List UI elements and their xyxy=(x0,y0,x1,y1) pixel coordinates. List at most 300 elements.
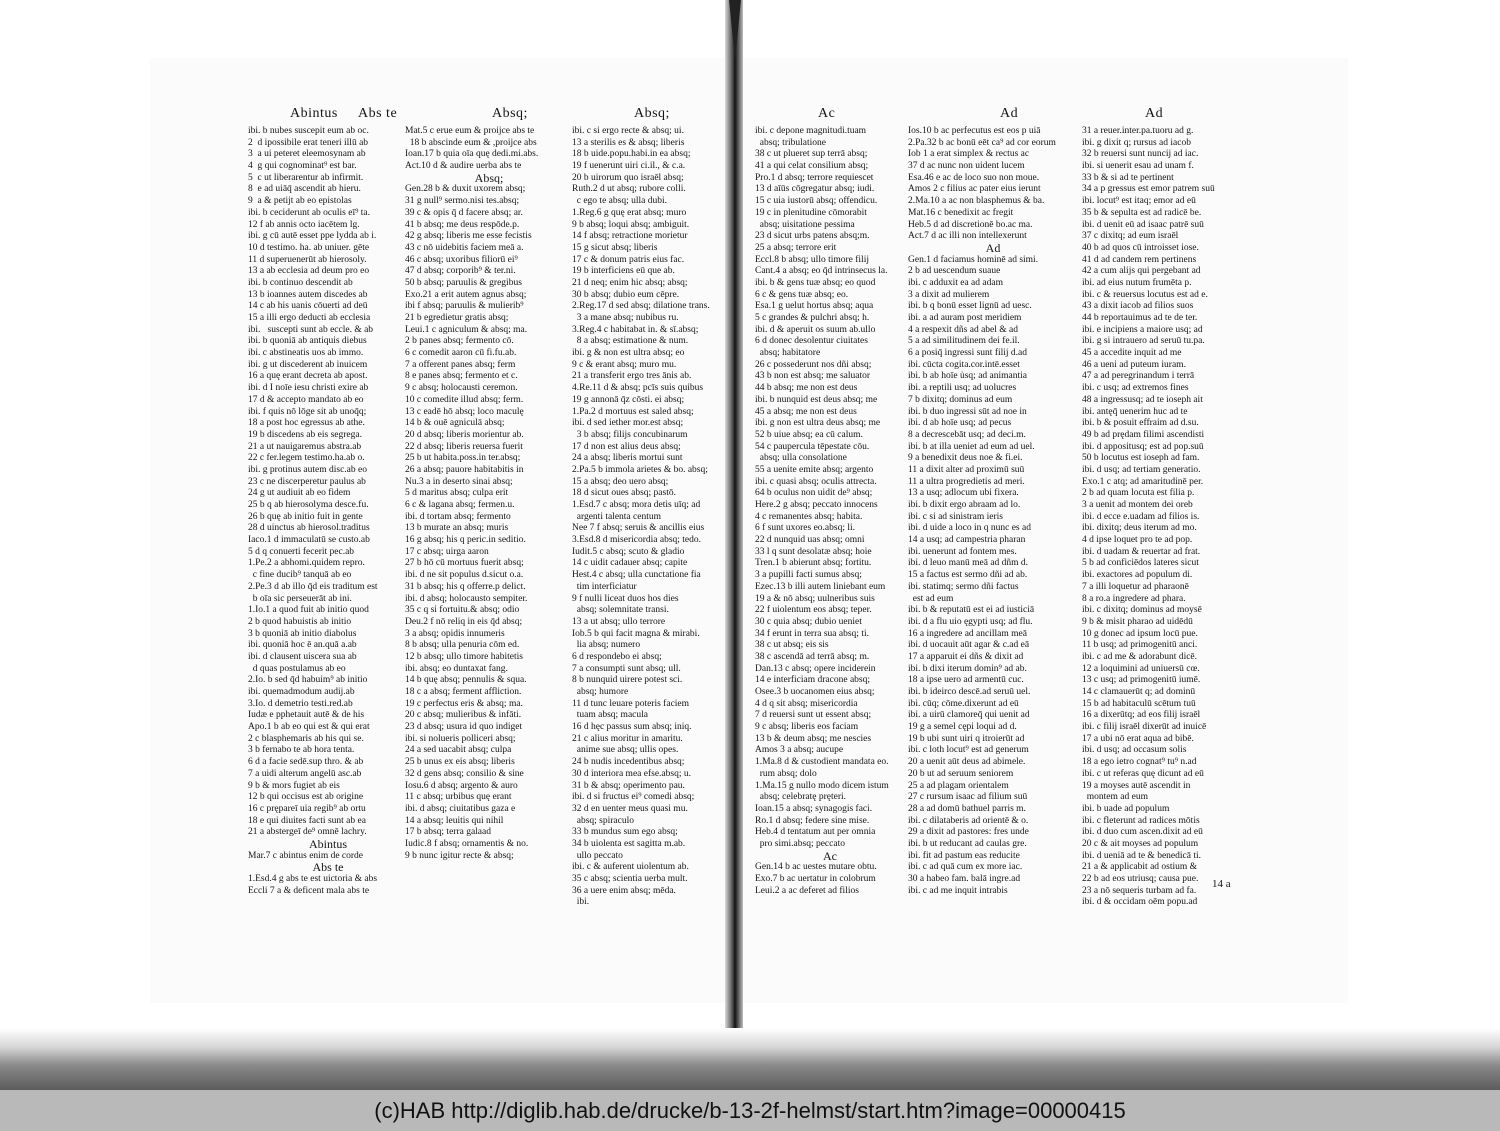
entry-line: ibi. d ueniā ad te & benedicā ti. xyxy=(1082,850,1201,861)
entry-line: ibi. c filij israēl dixerūt ad inuicē xyxy=(1082,722,1207,733)
entry-line: 19 b ubi sunt uiri q itroierūt ad xyxy=(908,733,1025,744)
entry-line: Ezec.13 b illi autem liniebant eum xyxy=(755,581,886,592)
entry-line: 2.Pe.3 d ab illo q̄d eis traditum est xyxy=(248,581,378,592)
entry-line: ibi. d absq; holocausto sempiter. xyxy=(405,593,528,604)
entry-line: 37 c dixitq; ad eum israēl xyxy=(1082,231,1179,242)
entry-line: ibi. c si ad sinistram ieris xyxy=(908,511,1003,522)
right-col1-heading: Ac xyxy=(818,106,836,121)
entry-line: ibi. b nunquid est deus absq; me xyxy=(755,394,878,405)
entry-line: ibi. d usq; ad tertiam generatio. xyxy=(1082,464,1201,475)
entry-line: Tren.1 b abierunt absq; fortitu. xyxy=(755,558,872,569)
entry-line: 28 a ad domū bathuel parris m. xyxy=(908,803,1026,814)
entry-line: 20 b uirorum quo israēl absq; xyxy=(572,172,684,183)
entry-line: 43 b non est absq; me saluator xyxy=(755,371,871,382)
entry-line: ibi. g cū autē esset ppe lydda ab i. xyxy=(248,231,377,242)
entry-line: 35 c absq; scientia uerba mult. xyxy=(572,874,688,884)
entry-line: 26 a absq; pauore habitabitis in xyxy=(405,464,524,475)
entry-line: 29 a dixit ad pastores: fres unde xyxy=(908,827,1029,838)
entry-line: 3 a mane absq; nubibus ru. xyxy=(572,313,679,323)
entry-line: 46 c absq; uxoribus filiorū ei⁹ xyxy=(405,254,518,265)
entry-line: Iob.5 b qui facit magna & mirabi. xyxy=(572,628,700,639)
entry-line: Gen.28 b & duxit uxorem absq; xyxy=(405,184,526,195)
left-col3-text xyxy=(572,126,724,909)
entry-line: ibi. g & non est ultra absq; eo xyxy=(572,348,685,359)
entry-line: Gen.14 b ac uestes mutare obtu. xyxy=(755,862,877,873)
entry-line: ibi. dixitq; deus iterum ad mo. xyxy=(1082,523,1197,534)
entry-line: ibi. antęq̄ uenerim huc ad te xyxy=(1082,406,1188,417)
entry-line: 22 c fer.legem testimo.ha.ab o. xyxy=(248,453,365,464)
entry-line: 42 a cum alijs qui pergebant ad xyxy=(1082,266,1201,277)
entry-line: ibi. fit ad pastum eas reducite xyxy=(908,850,1020,861)
entry-line: 31 b & absq; operimento pau. xyxy=(572,780,685,791)
entry-line: Here.2 g absq; peccato innocens xyxy=(755,500,878,510)
entry-line: Eccl.8 b absq; ullo timore filij xyxy=(755,254,869,265)
entry-line: 47 a ad peregrinandum i terrā xyxy=(1082,371,1195,382)
entry-line: 37 d ac nunc non uident lucem xyxy=(908,161,1025,172)
entry-line: 21 c alius moritur in amaritu. xyxy=(572,733,683,744)
entry-line: 9 b nunc igitur recte & absq; xyxy=(405,850,514,861)
left-col1-text xyxy=(248,126,408,897)
entry-line: ibi. b dixi iterum domin⁹ ad ab. xyxy=(908,663,1027,674)
entry-line: 50 b locutus est ioseph ad fam. xyxy=(1082,453,1200,464)
entry-line: 13 b & deum absq; me nescies xyxy=(755,733,872,744)
entry-line: Esa.46 e ac de loco suo non moue. xyxy=(908,172,1040,183)
entry-line: 16 c prępareī uia regib⁹ ab ortu xyxy=(248,803,366,814)
left-col1-heading-right: Abs te xyxy=(358,106,398,121)
entry-line: 15 a illi ergo deducti ab ecclesia xyxy=(248,313,371,323)
entry-line: 18 a ego ietro cognat⁹ tu⁹ n.ad xyxy=(1082,757,1197,768)
entry-line: ibi. b uade ad populum xyxy=(1082,803,1170,814)
entry-line: 9 c absq; holocausti ceremon. xyxy=(405,383,518,394)
entry-line: 64 b oculus non uidit de⁹ absq; xyxy=(755,488,873,499)
entry-line: 5 a ad similitudinem dei fe.il. xyxy=(908,336,1020,347)
entry-line: 17 b absq; terra galaad xyxy=(405,827,491,838)
entry-line: Ruth.2 d ut absq; rubore colli. xyxy=(572,184,686,195)
entry-line: 13 c eadē hō absq; loco maculę xyxy=(405,406,524,417)
entry-line: ibi. d uenit eū ad isaac patrē suū xyxy=(1082,219,1204,230)
entry-line: 46 a ueni ad puteum iuram. xyxy=(1082,359,1186,370)
entry-line: Ios.10 b ac perfecutus est eos p uiā xyxy=(908,126,1041,136)
entry-line: pro simi.absq; peccato xyxy=(755,838,845,849)
entry-line: ibi. b ceciderunt ab oculis eī⁹ ta. xyxy=(248,207,371,218)
entry-line: 23 d sicut urbs patens absq;m. xyxy=(755,231,870,242)
entry-line: Mar.7 c abintus enim de corde xyxy=(248,850,364,861)
entry-line: 14 a usq; ad campestria pharan xyxy=(908,535,1026,546)
entry-line: 19 g a semel cępi loqui ad d. xyxy=(908,722,1017,733)
entry-line: 26 c possederunt nos dñi absq; xyxy=(755,359,872,370)
entry-line: b oīa sic perseuerāt ab ini. xyxy=(248,593,352,604)
entry-line: 14 b & ouē agniculā absq; xyxy=(405,418,505,429)
entry-line: 8 b absq; ulla penuria cōm ed. xyxy=(405,640,520,651)
entry-line: ibi. b & gens tuæ absq; eo quod xyxy=(755,277,876,288)
entry-line: 6 d respondebo ei absq; xyxy=(572,651,662,662)
entry-line: ibi. b nubes suscepit eum ab oc. xyxy=(248,126,369,136)
entry-line: 2.Reg.17 d sed absq; dilatione trans. xyxy=(572,301,710,312)
entry-line: 28 d uinctus ab hierosol.traditus xyxy=(248,523,370,534)
entry-line: 52 b uiue absq; ea cū calum. xyxy=(755,429,863,440)
entry-line: 45 a accedite inquit ad me xyxy=(1082,348,1182,359)
entry-line: ibi. b ut reducant ad caulas gre. xyxy=(908,838,1027,849)
entry-line: absq; spiraculo xyxy=(572,815,635,826)
entry-line: 8 e panes absq; fermento et c. xyxy=(405,371,518,382)
entry-line: 19 f uenerunt uiri ci.il., & c.a. xyxy=(572,161,686,172)
entry-line: 5 d q conuerti fecerit pec.ab xyxy=(248,546,355,557)
entry-line: 3.Esd.8 d misericordia absq; tedo. xyxy=(572,535,702,546)
section-heading: Ac xyxy=(823,850,837,863)
entry-line: 2 b panes absq; fermento cō. xyxy=(405,336,514,347)
entry-line: 21 a ut nauigaremus abstra.ab xyxy=(248,441,362,452)
entry-line: Ioan.15 a absq; synagogis faci. xyxy=(755,803,873,814)
entry-line: ibi. d & aperuit os suum ab.ullo xyxy=(755,324,876,335)
entry-line: 13 a usq; adlocum ubi fixera. xyxy=(908,488,1019,499)
entry-line: 30 b absq; dubio eum cēpre. xyxy=(572,289,680,300)
entry-line: 12 f ab annis octo iacētem lg. xyxy=(248,219,360,230)
entry-line: 6 c & gens tuæ absq; eo. xyxy=(755,289,849,300)
entry-line: 2 d ipossibile erat teneri illū ab xyxy=(248,137,369,148)
entry-line: 32 d en uenter meus quasi mu. xyxy=(572,803,688,814)
entry-line: 19 b interficiens eū que ab. xyxy=(572,266,675,277)
left-col1-heading-left: Abintus xyxy=(290,106,338,121)
right-col1-text xyxy=(755,126,905,897)
entry-line: ibi. c ad me inquit intrabis xyxy=(908,885,1008,896)
entry-line: rum absq; dolo xyxy=(755,768,817,779)
entry-line: 18 b abscinde eum & ,proijce abs xyxy=(405,137,537,148)
entry-line: 22 b ad eos utriusq; causa pue. xyxy=(1082,874,1199,884)
entry-line: 9 c & erant absq; muro mu. xyxy=(572,359,677,370)
entry-line: 3 a pupilli facti sumus absq; xyxy=(755,570,862,581)
entry-line: Apo.1 b ab eo qui est & qui erat xyxy=(248,722,370,733)
entry-line: 7 a offerent panes absq; ferm xyxy=(405,359,516,370)
entry-line: 6 c comedit aaron cū fi.fu.ab. xyxy=(405,348,517,359)
entry-line: absq; solemnitate transi. xyxy=(572,605,669,616)
entry-line: 2.Io. b sed q̄d habuim⁹ ab initio xyxy=(248,675,368,686)
entry-line: 25 a absq; terrore erit xyxy=(755,242,837,253)
entry-line: Nee 7 f absq; seruis & ancillis eius xyxy=(572,523,705,534)
entry-line: 41 b absq; me deus respōde.p. xyxy=(405,219,520,230)
entry-line: lia absq; numero xyxy=(572,640,641,651)
entry-line: 3 b fernabo te ab hora tenta. xyxy=(248,745,355,756)
entry-line: 21 a abstergeī de⁹ omnē lachry. xyxy=(248,827,367,838)
entry-line: 19 a moyses autē ascendit in xyxy=(1082,780,1191,791)
entry-line: 21 a & applicabit ad ostium & xyxy=(1082,862,1198,873)
right-col2-heading: Ad xyxy=(1000,106,1019,121)
entry-line: 19 c in plenitudine cōmorabit xyxy=(755,207,867,218)
entry-line: ibi. g si intrauero ad seruū tu.pa. xyxy=(1082,336,1205,347)
entry-line: Act.7 d ac illi non intellexerunt xyxy=(908,231,1027,242)
entry-line: Osee.3 b uocanomen eius absq; xyxy=(755,687,875,697)
entry-line: 2.Ma.10 a ac non blasphemus & ba. xyxy=(908,196,1045,207)
entry-line: 12 b absq; ullo timore habitetis xyxy=(405,651,523,662)
book-gutter xyxy=(725,0,743,1050)
entry-line: 13 b murate an absq; muris xyxy=(405,523,509,534)
scan-bottom-shadow xyxy=(0,1028,1500,1090)
entry-line: 24 a absq; liberis mortui sunt xyxy=(572,453,683,464)
entry-line: 9 c absq; liberis eos faciam xyxy=(755,722,859,733)
entry-line: 7 a uidi alterum angelū asc.ab xyxy=(248,768,362,779)
entry-line: 55 a uenite emite absq; argento xyxy=(755,464,874,475)
entry-line: 18 b uide.popu.habi.in ea absq; xyxy=(572,149,691,160)
entry-line: ibi. g protinus autem disc.ab eo xyxy=(248,464,367,475)
entry-line: 6 d donec desolentur ciuitates xyxy=(755,336,868,347)
entry-line: 21 b egredietur gratis absq; xyxy=(405,313,509,323)
entry-line: 20 b ut ad seruum seniorem xyxy=(908,768,1014,779)
entry-line: 15 a absq; deo uero absq; xyxy=(572,476,669,487)
entry-line: 14 c ab his uanis cōuerti ad deū xyxy=(248,301,368,312)
entry-line: 10 d testimo. ha. ab uniuer. gēte xyxy=(248,242,370,253)
entry-line: ibi. d uocauit aūt agar & c.ad eā xyxy=(908,640,1030,651)
left-col2-text xyxy=(405,126,573,862)
entry-line: ibi. d ne sit populus d.sicut o.a. xyxy=(405,570,524,581)
entry-line: 1.Ma.8 d & custodient mandata eo. xyxy=(755,757,889,768)
entry-line: 18 e qui diuites facti sunt ab ea xyxy=(248,815,366,826)
entry-line: ibi. b duo ingressi sūt ad noe in xyxy=(908,406,1027,417)
entry-line: montem ad eum xyxy=(1082,792,1148,803)
entry-line: 21 a transferit ergo tres ānis ab. xyxy=(572,371,692,382)
entry-line: 33 l q sunt desolatæ absq; hoie xyxy=(755,546,872,557)
entry-line: 14 c uidit cadauer absq; capite xyxy=(572,558,688,569)
credit-bar xyxy=(0,1090,1500,1131)
entry-line: 9 f nulli liceat duos hos dies xyxy=(572,593,679,604)
entry-line: ibi. c ut referas quę dicunt ad eū xyxy=(1082,768,1204,779)
entry-line: ibi. c & auferent uiolentum ab. xyxy=(572,862,689,873)
entry-line: ibi. b ideirco descē.ad seruū uel. xyxy=(908,687,1031,697)
entry-line: ibi. b quoniā ab antiquis diebus xyxy=(248,336,367,347)
entry-line: 34 b uiolenta est sagitta m.ab. xyxy=(572,838,686,849)
entry-line: ibi. suscepti sunt ab eccle. & ab xyxy=(248,324,374,335)
entry-line: 25 b q ab hierosolyma desce.fu. xyxy=(248,500,369,510)
entry-line: 17 c & donum patris eius fac. xyxy=(572,254,685,265)
entry-line: ibi. d leuo manū meā ad dñm d. xyxy=(908,558,1029,569)
entry-line: 3 a dixit ad mulierem xyxy=(908,289,990,300)
entry-line: 10 g donec ad ipsum locū pue. xyxy=(1082,628,1198,639)
entry-line: 19 a & nō absq; uulneribus suis xyxy=(755,593,875,604)
entry-line: ibi. absq; eo duntaxat fang. xyxy=(405,663,508,674)
entry-line: 7 b dixitq; dominus ad eum xyxy=(908,394,1013,405)
gutter-shadow xyxy=(729,0,741,60)
entry-line: 1.Pa.2 d mortuus est saled absq; xyxy=(572,406,694,417)
entry-line: 18 a post hoc egressus ab athe. xyxy=(248,418,365,429)
entry-line: ibi. quoniā hoc ē an.quā a.ab xyxy=(248,640,357,651)
entry-line: 50 b absq; paruulis & gregibus xyxy=(405,277,522,288)
section-heading: Absq; xyxy=(474,172,504,185)
section-heading: Abs te xyxy=(312,862,344,874)
entry-line: 19 g annonā q̄z cōsti. ei absq; xyxy=(572,394,685,405)
entry-line: 7 d reuersi sunt ut essent absq; xyxy=(755,710,872,721)
entry-line: 2.Pa.32 b ac bonū eēt ca⁹ ad cor eorum xyxy=(908,137,1056,148)
entry-line: 34 f erunt in terra sua absq; ti. xyxy=(755,628,869,639)
credit-text: (c)HAB http://diglib.hab.de/drucke/b-13-2f-helmst/start.htm?image=00000415 xyxy=(374,1097,1126,1123)
entry-line: 11 c absq; urbibus quę erant xyxy=(405,792,512,803)
entry-line: 1.Pe.2 a abhomi.quidem repro. xyxy=(248,558,365,569)
entry-line: Exo.7 b ac uertatur in colobrum xyxy=(755,874,876,884)
entry-line: ibi. exactores ad populum di. xyxy=(1082,570,1193,581)
entry-line: 35 c q si fortuitu.& absq; odio xyxy=(405,605,520,616)
entry-line: 42 g absq; liberis me esse fecistis xyxy=(405,231,532,242)
entry-line: 38 c ut plueret sup terrā absq; xyxy=(755,149,868,160)
entry-line: 13 c usq; ad primogenitū iumē. xyxy=(1082,675,1201,686)
entry-line: 9 a benedixit deus noe & fi.ei. xyxy=(908,453,1023,464)
entry-line: 16 g absq; his q peric.in seditio. xyxy=(405,535,526,546)
entry-line: ibi. a reptili usq; ad uolucres xyxy=(908,383,1017,394)
entry-line: 38 c ut absq; eis sis xyxy=(755,640,829,651)
entry-line: 1.Esd.7 c absq; mora detis uīq; ad xyxy=(572,500,701,510)
entry-line: 45 a absq; me non est deus xyxy=(755,406,857,417)
entry-line: 4 c remanentes absq; habita. xyxy=(755,511,863,522)
section-heading: Abintus xyxy=(308,838,347,851)
entry-line: 2 c blasphemaris ab his qui se. xyxy=(248,733,364,744)
entry-line: Ioan.17 b quia oīa quę dedi.mi.abs. xyxy=(405,149,539,160)
entry-line: ibi. c & reuersus locutus est ad e. xyxy=(1082,289,1208,300)
entry-line: 1.Io.1 a quod fuit ab initio quod xyxy=(248,605,369,616)
entry-line: 41 d ad candem rem pertinens xyxy=(1082,254,1197,265)
entry-line: ibi. quemadmodum audij.ab xyxy=(248,687,355,697)
entry-line: ibi. b q bonū esset lignū ad uesc. xyxy=(908,301,1032,312)
entry-line: 12 b qui occisus est ab origine xyxy=(248,792,364,803)
entry-line: argenti talenta centum xyxy=(572,511,661,522)
entry-line: ibi. c quasi absq; oculis attrecta. xyxy=(755,476,877,487)
entry-line: ullo peccato xyxy=(572,850,623,861)
entry-line: ibi. d duo cum ascen.dixit ad eū xyxy=(1082,827,1203,838)
entry-line: ibi. c si ergo recte & absq; ui. xyxy=(572,126,684,136)
entry-line: 35 b & sepulta est ad radicē be. xyxy=(1082,207,1202,218)
entry-line: 5 c grandes & pulchri absq; h. xyxy=(755,313,870,323)
entry-line: 14 e interficiam dracone absq; xyxy=(755,675,871,686)
entry-line: ibi. c usq; ad extremos fines xyxy=(1082,383,1189,394)
entry-line: 11 b usq; ad primogenitū anci. xyxy=(1082,640,1198,651)
entry-line: ibi. si nolueris polliceri absq; xyxy=(405,733,516,744)
entry-line: ibi. b at illa ueniet ad eum ad uel. xyxy=(908,441,1035,452)
entry-line: 24 b nudis incedentibus absq; xyxy=(572,757,685,768)
entry-line: 9 a & petijt ab eo epistolas xyxy=(248,196,352,207)
entry-line: 14 c clamauerūt q; ad dominū xyxy=(1082,687,1196,697)
entry-line: ibi. uenerunt ad fontem mes. xyxy=(908,546,1017,557)
entry-line: ibi. xyxy=(572,897,590,908)
entry-line: 6 a posiq̄ ingressi sunt filij d.ad xyxy=(908,348,1028,359)
entry-line: 22 d absq; liberis reuersa fuerit xyxy=(405,441,523,452)
entry-line: ibi. c ad quā cum ex more iac. xyxy=(908,862,1023,873)
entry-line: Iudit.5 c absq; scuto & gladio xyxy=(572,546,685,557)
entry-line: 11 a dixit alter ad proximū suū xyxy=(908,464,1025,475)
entry-line: 6 c & lagana absq; fermen.u. xyxy=(405,500,515,510)
entry-line: ibi. d usq; ad occasum solis xyxy=(1082,745,1187,756)
entry-line: 9 b absq; loqui absq; ambiguit. xyxy=(572,219,690,230)
entry-line: ibi. cūcta cogita.cor.intē.esset xyxy=(908,359,1020,370)
section-heading: Ad xyxy=(985,242,1001,255)
entry-line: 43 a dixit iacob ad filios suos xyxy=(1082,301,1194,312)
entry-line: 15 g sicut absq; liberis xyxy=(572,242,658,253)
entry-line: ibi. c loth locut⁹ est ad generum xyxy=(908,745,1029,756)
entry-line: absq; celebratę pręteri. xyxy=(755,792,846,803)
entry-line: absq; humore xyxy=(572,687,629,697)
entry-line: 2 b ad uescendum suaue xyxy=(908,266,1001,277)
entry-line: Exo.21 a erit autem agnus absq; xyxy=(405,289,527,300)
entry-line: ibi f absq; paruulis & mulierib⁹ xyxy=(405,301,524,312)
entry-line: ibi. a ad auram post meridiem xyxy=(908,313,1022,323)
entry-line: ibi. d si fructus ei⁹ comedi absq; xyxy=(572,792,695,803)
entry-line: 4.Re.11 d & absq; pcīs suis quibus xyxy=(572,383,704,394)
entry-line: 4 d q sit absq; misericordia xyxy=(755,698,858,709)
entry-line: ibi. statimq; sermo dñi factus xyxy=(908,581,1019,592)
entry-line: 33 b mundus sum ego absq; xyxy=(572,827,678,838)
entry-line: ibi. g non est ultra deus absq; me xyxy=(755,418,881,429)
entry-line: 48 a ingressusq; ad te ioseph ait xyxy=(1082,394,1203,405)
entry-line: Gen.1 d faciamus hominē ad simi. xyxy=(908,254,1039,265)
entry-line: Esa.1 g uelut hortus absq; aqua xyxy=(755,301,874,312)
entry-line: 24 g ut audiuit ab eo fidem xyxy=(248,488,351,499)
entry-line: 7 a illi loquetur ad pharaonē xyxy=(1082,581,1189,592)
entry-line: ibi. d uide a loco in q nunc es ad xyxy=(908,523,1031,534)
left-col3-heading: Absq; xyxy=(634,106,670,121)
entry-line: ibi. a uirū clamoreq̄ qui uenit ad xyxy=(908,710,1030,721)
entry-line: Amos 2 c filius ac pater eius ierunt xyxy=(908,184,1041,195)
entry-line: 18 d sicut oues absq; pastō. xyxy=(572,488,676,499)
entry-line: ibi. c abstineatis uos ab immo. xyxy=(248,348,364,359)
entry-line: 8 a decrescebāt usq; ad deci.m. xyxy=(908,429,1026,440)
entry-line: Iudæ e pphetauit autē & de his xyxy=(248,710,365,721)
entry-line: 8 e ad uiāq̄ ascendit ab hieru. xyxy=(248,184,361,195)
entry-line: absq; uisitatione pessima xyxy=(755,219,855,230)
entry-line: 6 f sunt uxores eo.absq; li. xyxy=(755,523,856,534)
entry-line: ibi. b dixit ergo abraam ad lo. xyxy=(908,500,1021,510)
entry-line: 20 c & ait moyses ad populum xyxy=(1082,838,1199,849)
entry-line: Amos 3 a absq; aucupe xyxy=(755,745,844,756)
entry-line: Mat.16 c benedixit ac fregit xyxy=(908,207,1014,218)
entry-line: est ad eum xyxy=(908,593,954,604)
entry-line: 17 d non est alius deus absq; xyxy=(572,441,681,452)
entry-line: ibi. d & occidam oēm popu.ad xyxy=(1082,897,1198,908)
entry-line: ibi. c depone magnitudi.tuam xyxy=(755,126,867,136)
entry-line: 23 a nō sequeris turbam ad fa. xyxy=(1082,885,1197,896)
entry-line: Ro.1 d absq; federe sine mise. xyxy=(755,815,870,826)
entry-line: 27 c rursum isaac ad filium suū xyxy=(908,792,1028,803)
entry-line: absq; habitatore xyxy=(755,348,821,359)
entry-line: ibi. si uenerit esau ad unam f. xyxy=(1082,161,1194,172)
entry-line: 44 b absq; me non est deus xyxy=(755,383,858,394)
entry-line: 7 a consumpti sunt absq; ull. xyxy=(572,663,681,674)
entry-line: ibi. g dixit q; rursus ad iacob xyxy=(1082,137,1191,148)
entry-line: ibi. d sed iether mor.est absq; xyxy=(572,418,684,429)
entry-line: 13 d aīūs cōgregatur absq; iudi. xyxy=(755,184,875,195)
entry-line: 19 b discedens ab eis segrega. xyxy=(248,429,362,440)
entry-line: 16 a ingredere ad ancillam meā xyxy=(908,628,1027,639)
entry-line: 2.Pa.5 b immola arietes & bo. absq; xyxy=(572,464,708,475)
entry-line: 32 b reuersi sunt nuncij ad iac. xyxy=(1082,149,1199,160)
entry-line: Nu.3 a in deserto sinai absq; xyxy=(405,476,513,487)
entry-line: Iob 1 a erat simplex & rectus ac xyxy=(908,149,1030,160)
entry-line: 30 a habeo fam. balā ingre.ad xyxy=(908,874,1021,884)
entry-line: 8 a absq; estimatione & num. xyxy=(572,336,689,347)
entry-line: Dan.13 c absq; opere inciderein xyxy=(755,663,876,674)
entry-line: 18 a ipse uero ad armentū cuc. xyxy=(908,675,1024,686)
entry-line: 4 g qui cognominat⁹ est bar. xyxy=(248,161,357,172)
entry-line: ibi. d tortam absq; fermento xyxy=(405,511,511,522)
entry-line: 10 c comedite illud absq; ferm. xyxy=(405,394,524,405)
entry-line: tim interficiatur xyxy=(572,581,637,592)
entry-line: 17 a apparuit ei dñs & dixit ad xyxy=(908,651,1024,662)
entry-line: 20 c absq; mulieribus & infāti. xyxy=(405,710,522,721)
entry-line: ibi. d appositusq; est ad pop.suū xyxy=(1082,441,1204,452)
entry-line: ibi. f quis nō lōge sit ab unoq̄q; xyxy=(248,406,367,417)
entry-line: 3 a absq; opidis innumeris xyxy=(405,628,505,639)
entry-line: absq; ulla consolatione xyxy=(755,453,847,464)
entry-line: ibi. d ab hoīe usq; ad pecus xyxy=(908,418,1012,429)
entry-line: Heb.4 d tentatum aut per omnia xyxy=(755,827,876,838)
entry-line: 13 a sterilis es & absq; liberis xyxy=(572,137,685,148)
entry-line: 20 d absq; liberis morientur ab. xyxy=(405,429,524,440)
entry-line: 33 b & si ad te pertinent xyxy=(1082,172,1174,183)
entry-line: 2 b quod habuistis ab initio xyxy=(248,616,352,627)
entry-line: 14 b quę absq; pennulis & squa. xyxy=(405,675,527,686)
